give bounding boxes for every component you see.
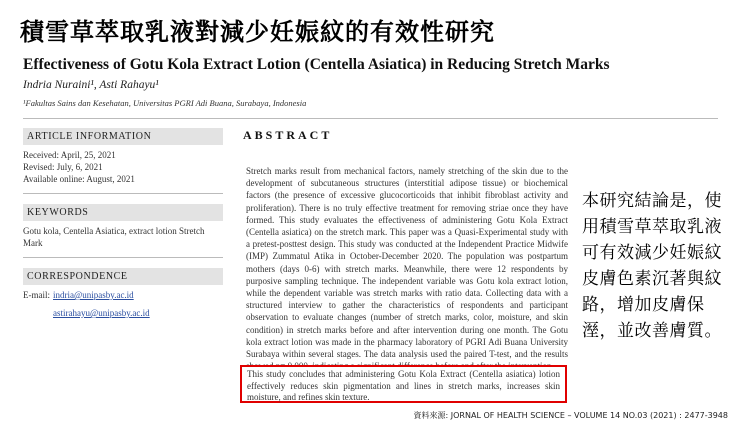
revised-date: Revised: July, 6, 2021 xyxy=(23,162,103,172)
available-date: Available online: August, 2021 xyxy=(23,174,135,184)
received-date: Received: April, 25, 2021 xyxy=(23,150,116,160)
keywords-text: Gotu kola, Centella Asiatica, extract lotion Stretch Mark xyxy=(23,221,223,258)
header-divider xyxy=(23,118,718,119)
paper-authors: Indria Nuraini¹, Asti Rahayu¹ xyxy=(23,79,159,91)
slide-heading: 積雪草萃取乳液對減少妊娠紋的有效性研究 xyxy=(20,18,495,46)
email-link-2[interactable]: astirahayu@unipasby.ac.id xyxy=(53,308,150,318)
source-citation: 資料來源: JORNAL OF HEALTH SCIENCE – VOLUME 14 NO.03 (2021) : 2477-3948 xyxy=(413,411,728,420)
article-info-heading: ARTICLE INFORMATION xyxy=(23,128,223,145)
abstract-conclusion-highlight: This study concludes that administering Gotu Kola Extract (Centella asiatica) lotion effectively reduces skin pigmentation and lines in stretch marks, increases skin moisture, and refines skin texture. xyxy=(240,365,567,403)
correspondence-block xyxy=(23,285,223,327)
correspondence-heading: CORRESPONDENCE xyxy=(23,268,223,285)
email-link-1[interactable]: indria@unipasby.ac.id xyxy=(53,290,134,300)
article-info-block xyxy=(23,145,223,194)
paper-title: Effectiveness of Gotu Kola Extract Lotion (Centella Asiatica) in Reducing Stretch Marks xyxy=(23,56,610,73)
keywords-heading: KEYWORDS xyxy=(23,204,223,221)
abstract-heading: ABSTRACT xyxy=(243,128,333,142)
paper-affiliation: ¹Fakultas Sains dan Kesehatan, Universitas PGRI Adi Buana, Surabaya, Indonesia xyxy=(23,98,307,108)
abstract-body: Stretch marks result from mechanical factors, namely stretching of the skin due to the development of subcutaneous structures (interstitial adipose tissue) or biochemical factors (the presence of excessive glucocorticoids that inhibit fibroblast activity and proliferation). There is no truly effective treatment for removing striae once they have formed. This study evaluates the effectiveness of administering Gotu Kola Extract (Centella asiatica) on the stretch mark. This paper was a Quasi-Experimental study with a pretest-posttest design. This study was conducted at the Independent Practice Midwife (IMP) Zummatul Atika in October-December 2020. The population was postpartum mothers (days 0-6) with stretch marks. Meanwhile, there were 12 respondents by purposive sampling technique. The independent variable was Gotu kola extract lotion, while the dependent variable was stretch marks with ratio data. Collecting data with a structured interview to gather the characteristics of respondents and participant observation to evaluate changes (number of stretch marks, color, moisture, and skin condition) in stretch marks before and after intervention during one month. The Gotu kola extract lotion was made in the pharmacy laboratory of PGRI Adi Buana University Surabaya within several stages. The data analysis used the paired T-test, and the results xyxy=(246,166,568,360)
conclusion-callout: 本研究結論是，使用積雪草萃取乳液可有效減少妊娠紋皮膚色素沉著與紋路，增加皮膚保溼，並改善膚質。 xyxy=(582,191,722,341)
article-sidebar xyxy=(23,128,223,327)
email-label: E-mail: xyxy=(23,290,50,300)
